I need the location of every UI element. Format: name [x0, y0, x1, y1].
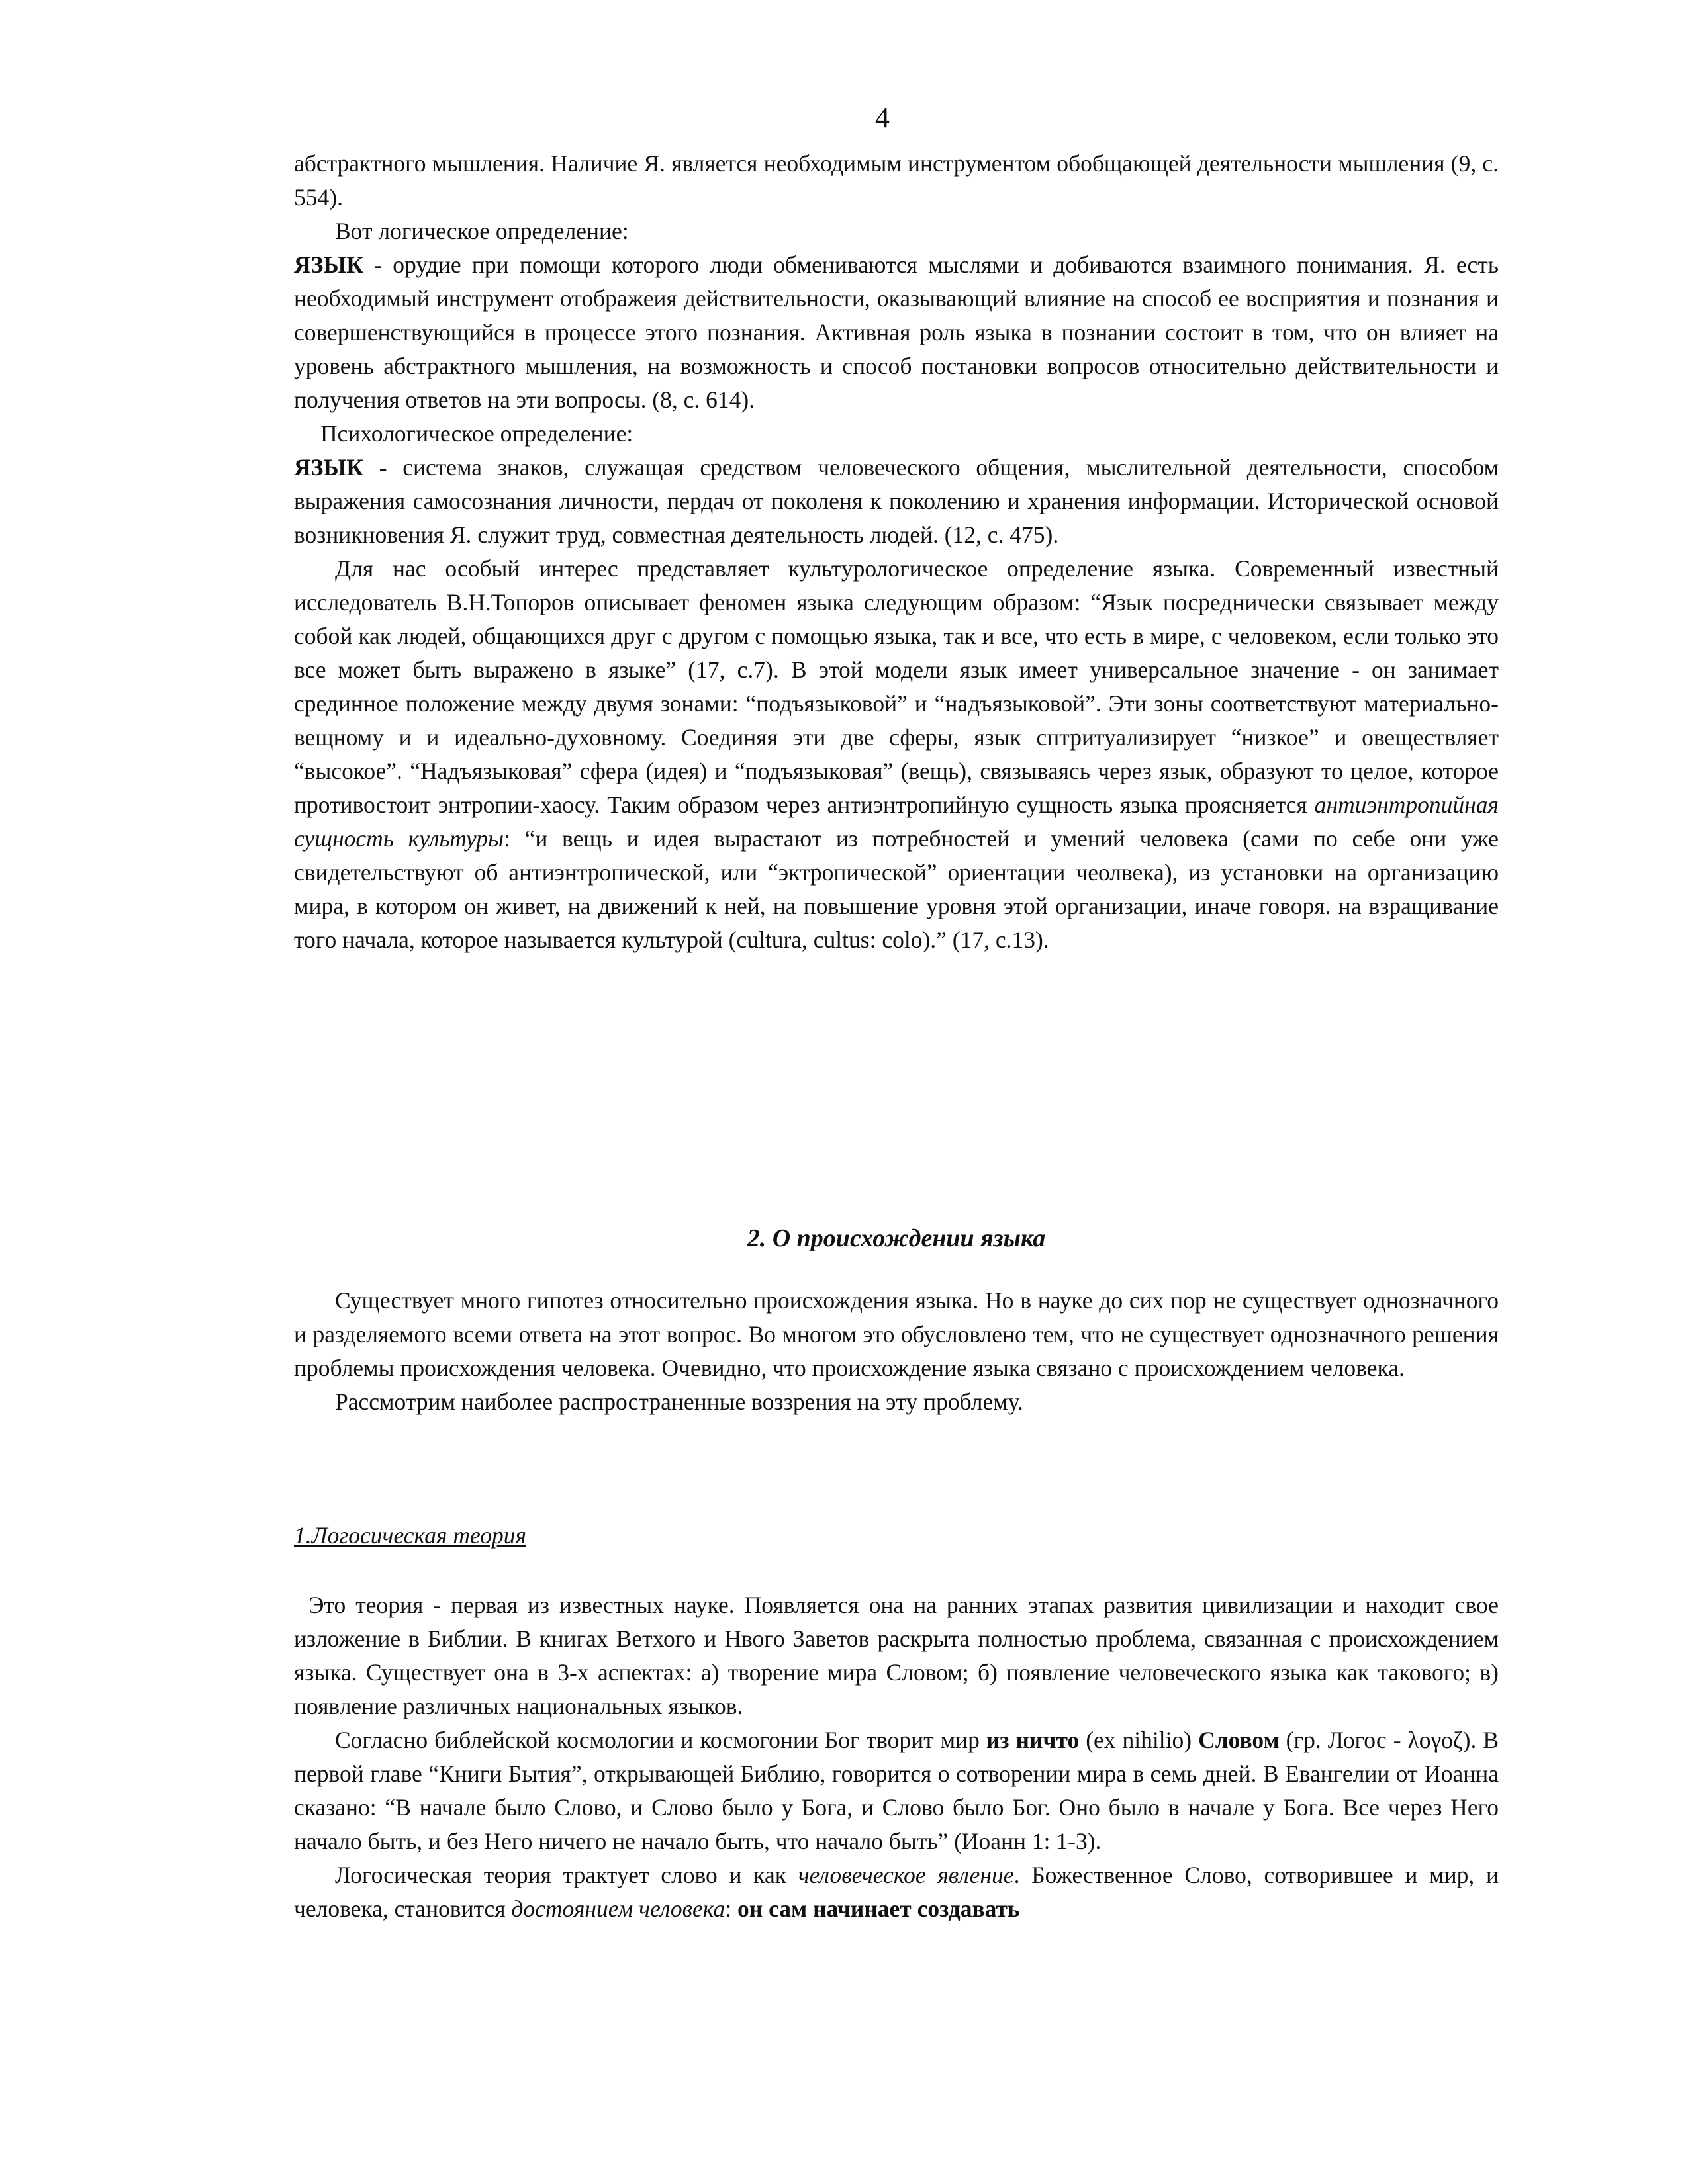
section-title: 2. О происхождении языка [747, 1224, 1046, 1252]
emphasis-from-nothing: из ничто [986, 1727, 1080, 1753]
section-intro-block [294, 1284, 1499, 1419]
emphasis-anti-entropy: антиэнтропийная сущность культуры [294, 792, 1499, 852]
intro-block [294, 147, 1499, 957]
term-language: ЯЗЫК [294, 454, 363, 480]
emphasis-word: Словом [1198, 1727, 1280, 1753]
paragraph-logical-definition: ЯЗЫК - орудие при помощи которого люди обмениваются мыслями и добиваются взаимного понимания. Я. есть необходимый инструмент отображеия действительности, оказывающий влияние на способ ее восприятия и познания и совершенствующийся в процессе этого познания. Активная роль языка в познании состоит в том, что он влияет на уровень абстрактного мышления, на возможность и способ постановки вопросов относительно действительности и получения ответов на эти вопросы. (8, с. 614). [294, 251, 1499, 413]
emphasis-creates: он сам начинает создавать [737, 1895, 1020, 1922]
emphasis-human-property: достоянием человека [511, 1895, 726, 1922]
term-language: ЯЗЫК [294, 251, 363, 278]
paragraph-logical-heading: Вот логическое определение: [335, 218, 629, 244]
paragraph-biblical-cosmology: Согласно библейской космологии и космогонии Бог творит мир из ничто (ex nihilio) Словом (гр. Логос - λογοζ). В первой главе “Книги Бытия”, открывающей Библию, говорится о сотворении мира в семь дней. В Евангелии от Иоанна сказано: “В начале было Слово, и Слово было у Бога, и Слово было Бог. Оно было в начале у Бога. Все через Него начало быть, и без Него ничего не начало быть, что начало быть” (Иоанн 1: 1-3). [294, 1727, 1499, 1854]
page-number: 4 [875, 101, 890, 134]
paragraph-psychological-definition: ЯЗЫК - система знаков, служащая средством человеческого общения, мыслительной деятельности, способом выражения самосознания личности, пердач от поколеня к поколению и хранения информации. Исторической основой возникновения Я. служит труд, совместная деятельность людей. (12, с. 475). [294, 454, 1499, 548]
paragraph-abstract-thinking: абстрактного мышления. Наличие Я. является необходимым инструментом обобщающей деятельности мышления (9, с. 554). [294, 150, 1499, 210]
paragraph-common-views: Рассмотрим наиболее распространенные воззрения на эту проблему. [335, 1388, 1023, 1415]
logos-theory-block [294, 1588, 1499, 1926]
subsection-title: 1.Логосическая теория [294, 1522, 527, 1549]
paragraph-theory-origin: Это теория - первая из известных науке. Появляется она на ранних этапах развития цивилизации и находит свое изложение в Библии. В книгах Ветхого и Нвого Заветов раскрыта полностью проблема, связанная с происхождением языка. Существует она в 3-х аспектах: а) творение мира Словом; б) появление человеческого языка как такового; в) появление различных национальных языков. [294, 1592, 1499, 1719]
paragraph-human-phenomenon: Логосическая теория трактует слово и как человеческое явление. Божественное Слово, сотворившее и мир, и человека, становится достоянием человека: он сам начинает создавать [294, 1862, 1499, 1922]
paragraph-psychological-heading: Психологическое определение: [320, 420, 633, 447]
paragraph-cultural-definition: Для нас особый интерес представляет культурологическое определение языка. Современный известный исследователь В.Н.Топоров описывает феномен языка следующим образом: “Язык посреднически связывает между собой как людей, общающихся друг с другом с помощью языка, так и все, что есть в мире, с человеком, если только это все может быть выражено в языке” (17, с.7). В этой модели язык имеет универсальное значение - он занимает срединное положение между двумя зонами: “подъязыковой” и “надъязыковой”. Эти зоны соответствуют материально-вещному и и идеально-духовному. Соединяя эти две сферы, язык сптритуализирует “низкое” и овеществляет “высокое”. “Надъязыковая” сфера (идея) и “подъязыковая” (вещь), связываясь через язык, образуют то целое, которое противостоит энтропии-хаосу. Таким образом через антиэнтропийную сущность языка проясняется антиэнтропийная сущность культуры: “и вещь и идея вырастают из потребностей и умений человека (сами по себе они уже свидетельствуют об антиэнтропической, или “эктропической” ориентации чеолвека), из установки на организацию мира, в котором он живет, на движений к ней, на повышение уровня этой организации, иначе говоря. на взращивание того начала, которое называется культурой (cultura, cultus: colo).” (17, с.13). [294, 555, 1499, 953]
paragraph-hypotheses: Существует много гипотез относительно происхождения языка. Но в науке до сих пор не существует однозначного и разделяемого всеми ответа на этот вопрос. Во многом это обусловлено тем, что не существует однозначного решения проблемы происхождения человека. Очевидно, что происхождение языка связано с происхождением человека. [294, 1287, 1499, 1381]
emphasis-human-phenomenon: человеческое явление [798, 1862, 1014, 1888]
